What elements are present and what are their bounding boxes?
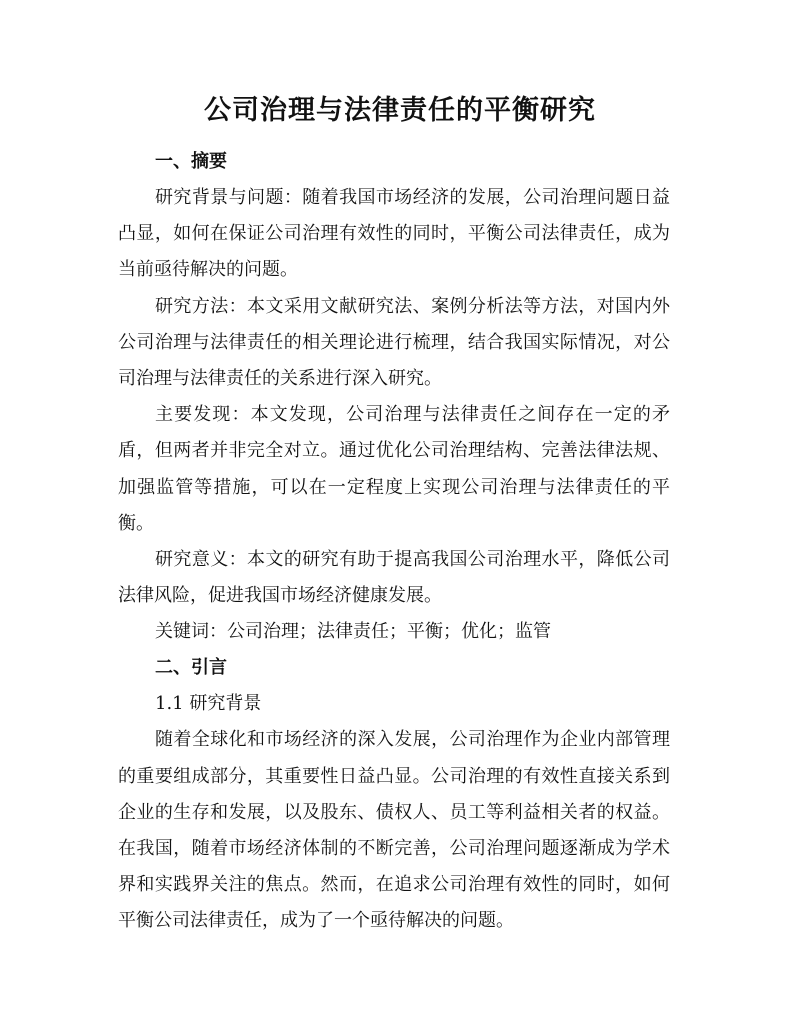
abstract-paragraph-findings: 主要发现：本文发现，公司治理与法律责任之间存在一定的矛盾，但两者并非完全对立。通过优化公司治理结构、完善法律法规、加强监管等措施，可以在一定程度上实现公司治理与法律责任的平衡。 [118,404,670,534]
section-heading-abstract: 一、摘要 [155,151,227,172]
keywords-line: 关键词：公司治理；法律责任；平衡；优化；监管 [155,621,551,643]
document-body [118,144,670,940]
document-title: 公司治理与法律责任的平衡研究 [204,95,596,126]
abstract-paragraph-background: 研究背景与问题：随着我国市场经济的发展，公司治理问题日益凸显，如何在保证公司治理有效性的同时，平衡公司法律责任，成为当前亟待解决的问题。 [118,187,670,281]
intro-paragraph: 随着全球化和市场经济的深入发展，公司治理作为企业内部管理的重要组成部分，其重要性日益凸显。公司治理的有效性直接关系到企业的生存和发展，以及股东、债权人、员工等利益相关者的权益。在我国，随着市场经济体制的不断完善，公司治理问题逐渐成为学术界和实践界关注的焦点。然而，在追求公司治理有效性的同时，如何平衡公司法律责任，成为了一个亟待解决的问题。 [118,729,670,932]
abstract-paragraph-method: 研究方法：本文采用文献研究法、案例分析法等方法，对国内外公司治理与法律责任的相关理论进行梳理，结合我国实际情况，对公司治理与法律责任的关系进行深入研究。 [118,295,670,390]
subsection-heading-background: 1.1 研究背景 [155,693,262,715]
abstract-paragraph-significance: 研究意义：本文的研究有助于提高我国公司治理水平，降低公司法律风险，促进我国市场经济健康发展。 [118,549,670,607]
section-heading-intro: 二、引言 [155,657,227,679]
